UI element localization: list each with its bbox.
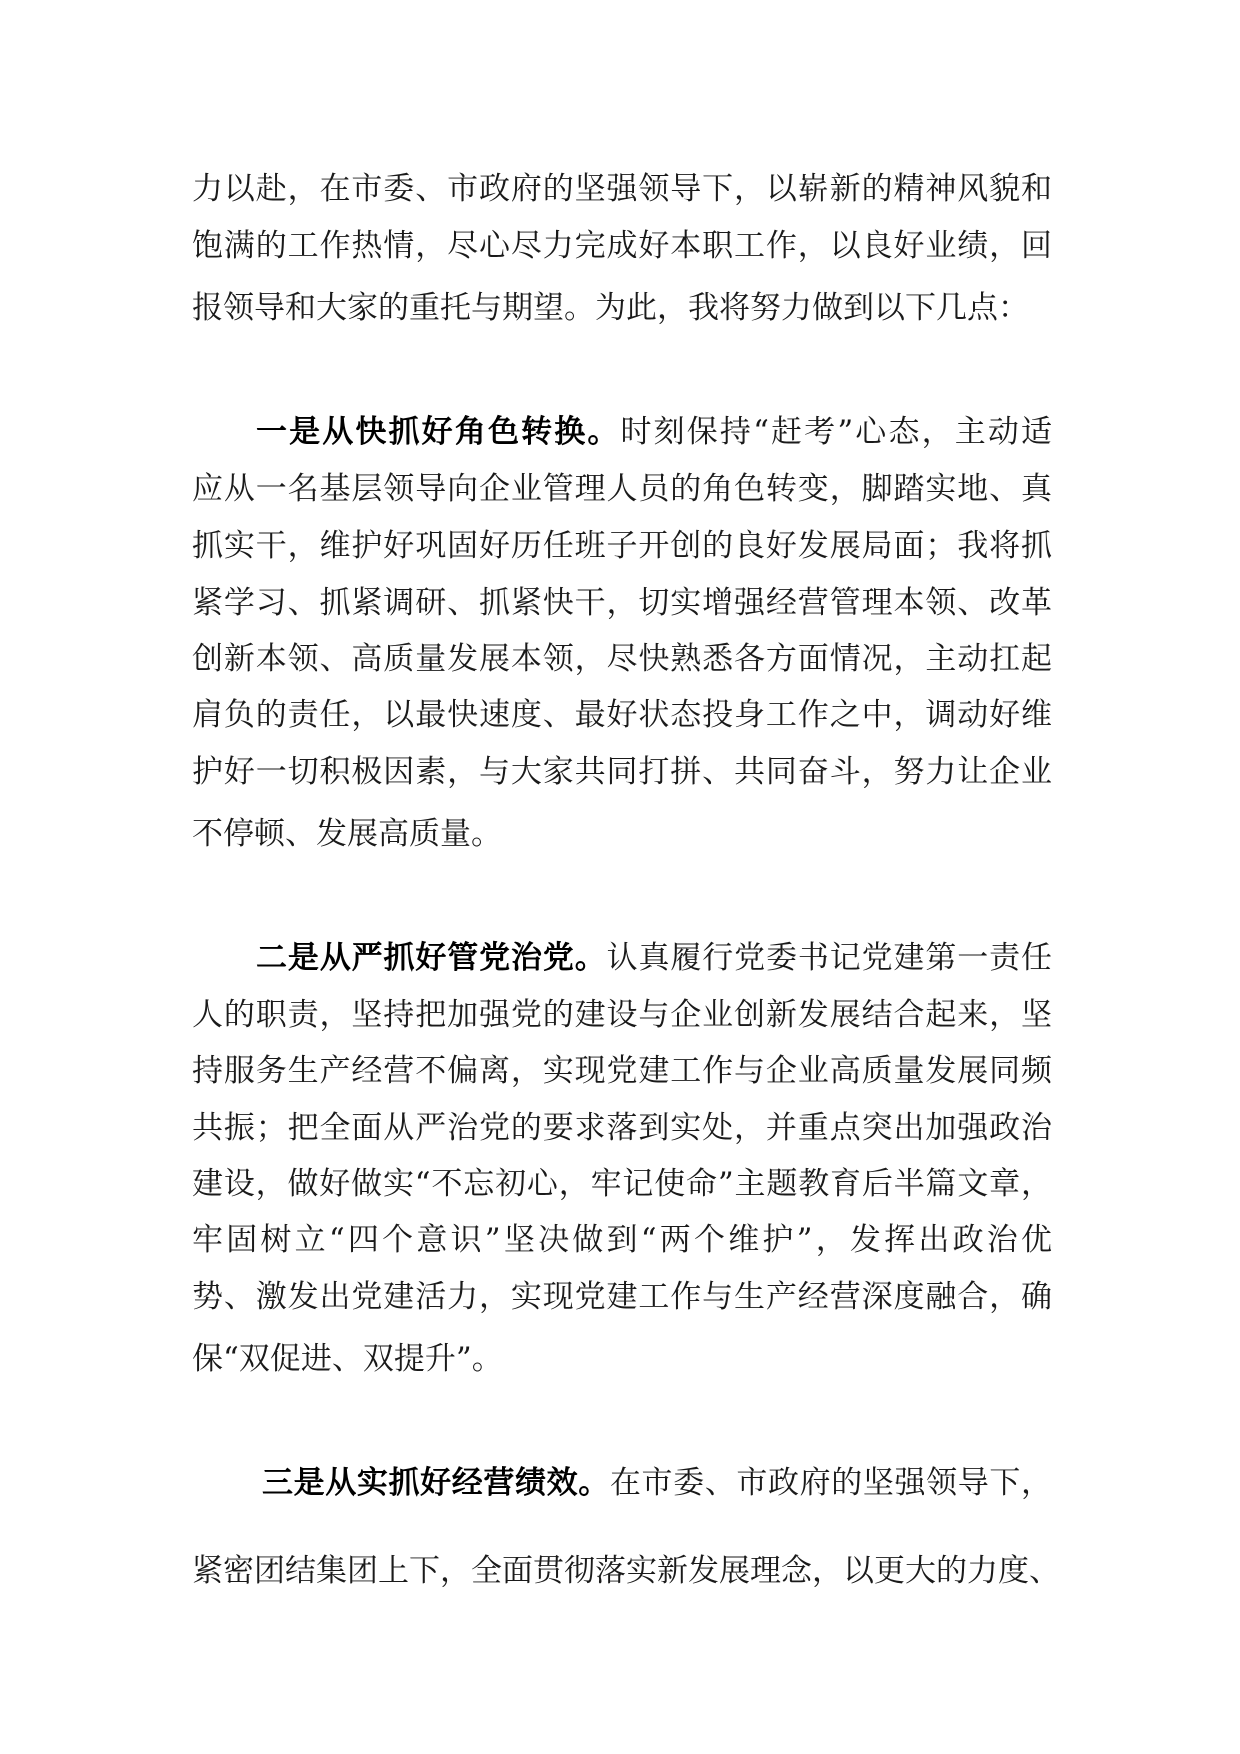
point-2-first-line-text: 认真履行党委书记党建第一责任 bbox=[606, 940, 1052, 976]
point-3-line: 紧密团结集团上下，全面贯彻落实新发展理念，以更大的力度、 bbox=[192, 1553, 1060, 1589]
point-1-line: 紧学习、抓紧调研、抓紧快干，切实增强经营管理本领、改革 bbox=[192, 585, 1052, 621]
point-2-line: 牢固树立“四个意识”坚决做到“两个维护”，发挥出政治优 bbox=[192, 1222, 1052, 1258]
point-2-line: 共振；把全面从严治党的要求落到实处，并重点突出加强政治 bbox=[192, 1110, 1052, 1146]
point-1-line: 不停顿、发展高质量。 bbox=[192, 816, 502, 852]
intro-line: 饱满的工作热情，尽心尽力完成好本职工作，以良好业绩，回 bbox=[192, 228, 1052, 264]
point-1-first-line bbox=[256, 407, 1052, 457]
point-2-line: 势、激发出党建活力，实现党建工作与生产经营深度融合，确 bbox=[192, 1279, 1052, 1315]
point-1-line: 抓实干，维护好巩固好历任班子开创的良好发展局面；我将抓 bbox=[192, 528, 1052, 564]
point-1-heading: 一是从快抓好角色转换。 bbox=[256, 414, 621, 450]
point-1-line: 护好一切积极因素，与大家共同打拼、共同奋斗，努力让企业 bbox=[192, 754, 1052, 790]
point-3-first-line-text: 在市委、市政府的坚强领导下， bbox=[609, 1465, 1052, 1501]
point-2-line: 保“双促进、双提升”。 bbox=[192, 1341, 503, 1377]
point-1-line: 创新本领、高质量发展本领，尽快熟悉各方面情况，主动扛起 bbox=[192, 641, 1052, 677]
point-1-line: 肩负的责任，以最快速度、最好状态投身工作之中，调动好维 bbox=[192, 697, 1052, 733]
point-3-first-line bbox=[262, 1458, 1052, 1508]
point-2-heading: 二是从严抓好管党治党。 bbox=[256, 940, 607, 976]
point-1-first-line-text: 时刻保持“赶考”心态，主动适 bbox=[620, 414, 1052, 450]
intro-line: 报领导和大家的重托与期望。为此，我将努力做到以下几点： bbox=[192, 290, 1029, 326]
point-2-line: 持服务生产经营不偏离，实现党建工作与企业高质量发展同频 bbox=[192, 1053, 1052, 1089]
point-3-heading: 三是从实抓好经营绩效。 bbox=[262, 1465, 610, 1501]
point-2-line: 人的职责，坚持把加强党的建设与企业创新发展结合起来，坚 bbox=[192, 997, 1052, 1033]
point-1-line: 应从一名基层领导向企业管理人员的角色转变，脚踏实地、真 bbox=[192, 471, 1052, 507]
intro-line: 力以赴，在市委、市政府的坚强领导下，以崭新的精神风貌和 bbox=[192, 171, 1052, 207]
point-2-line: 建设，做好做实“不忘初心，牢记使命”主题教育后半篇文章， bbox=[192, 1166, 1052, 1202]
point-2-first-line bbox=[256, 933, 1052, 983]
